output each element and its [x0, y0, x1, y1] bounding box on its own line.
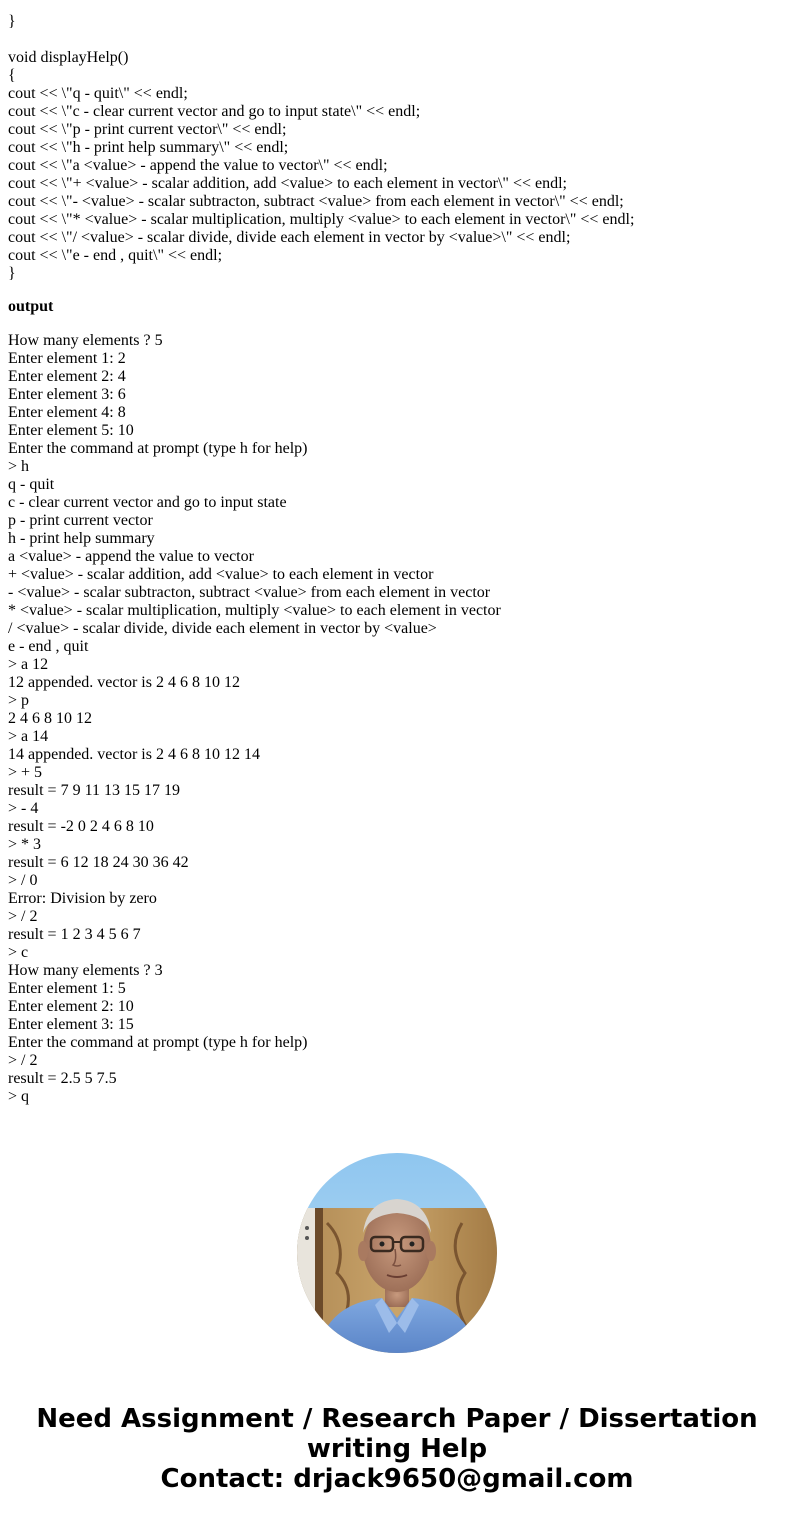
banner-line-3: Contact: drjack9650@gmail.com: [160, 1464, 634, 1494]
output-line: result = 7 9 11 13 15 17 19: [8, 782, 180, 799]
output-line: Enter element 5: 10: [8, 422, 134, 439]
output-line: Enter element 3: 15: [8, 1016, 134, 1033]
output-line: + <value> - scalar addition, add <value> to each element in vector: [8, 566, 434, 583]
output-line: Enter element 4: 8: [8, 404, 126, 421]
output-line: * <value> - scalar multiplication, multiply <value> to each element in vector: [8, 602, 501, 619]
output-line: > a 14: [8, 728, 49, 745]
output-line: Enter element 3: 6: [8, 386, 126, 403]
output-line: > c: [8, 944, 29, 961]
output-line: How many elements ? 3: [8, 962, 163, 979]
output-line: > + 5: [8, 764, 43, 781]
code-line: cout << \"/ <value> - scalar divide, divide each element in vector by <value>\" << endl;: [8, 229, 571, 246]
banner-line-1: Need Assignment / Research Paper / Dissertation: [36, 1404, 758, 1434]
output-line: > - 4: [8, 800, 39, 817]
author-portrait-icon: [297, 1153, 497, 1353]
output-line: result = 1 2 3 4 5 6 7: [8, 926, 141, 943]
output-line: > p: [8, 692, 30, 709]
output-line: e - end , quit: [8, 638, 89, 655]
output-line: > h: [8, 458, 30, 475]
code-line-blank: [8, 31, 788, 49]
code-line: cout << \"q - quit\" << endl;: [8, 85, 188, 102]
code-line: cout << \"- <value> - scalar subtracton, subtract <value> from each element in vector\" << endl;: [8, 193, 624, 210]
code-line: cout << \"p - print current vector\" << endl;: [8, 121, 287, 138]
code-line: cout << \"h - print help summary\" << endl;: [8, 139, 289, 156]
output-line: 14 appended. vector is 2 4 6 8 10 12 14: [8, 746, 260, 763]
banner-line-2: writing Help: [306, 1434, 488, 1464]
output-line: > * 3: [8, 836, 42, 853]
output-line: > / 2: [8, 908, 38, 925]
output-line: Error: Division by zero: [8, 890, 157, 907]
output-line: Enter the command at prompt (type h for help): [8, 440, 308, 457]
output-line: How many elements ? 5: [8, 332, 163, 349]
output-line: - <value> - scalar subtracton, subtract <value> from each element in vector: [8, 584, 491, 601]
output-line: h - print help summary: [8, 530, 155, 547]
code-line: }: [8, 13, 16, 30]
output-line: > a 12: [8, 656, 49, 673]
code-line: cout << \"a <value> - append the value to vector\" << endl;: [8, 157, 388, 174]
output-line: result = 2.5 5 7.5: [8, 1070, 117, 1087]
program-output: [8, 332, 788, 1106]
output-line: Enter element 2: 4: [8, 368, 126, 385]
output-line: Enter element 2: 10: [8, 998, 134, 1015]
output-line: q - quit: [8, 476, 55, 493]
contact-banner: [0, 1404, 794, 1494]
output-line: > / 2: [8, 1052, 38, 1069]
output-line: Enter element 1: 2: [8, 350, 126, 367]
output-line: > q: [8, 1088, 30, 1105]
output-line: Enter element 1: 5: [8, 980, 126, 997]
code-line: cout << \"c - clear current vector and go to input state\" << endl;: [8, 103, 421, 120]
code-line: cout << \"+ <value> - scalar addition, add <value> to each element in vector\" << endl;: [8, 175, 567, 192]
output-line: Enter the command at prompt (type h for help): [8, 1034, 308, 1051]
output-line: 12 appended. vector is 2 4 6 8 10 12: [8, 674, 240, 691]
code-line: {: [8, 67, 16, 84]
output-line: 2 4 6 8 10 12: [8, 710, 92, 727]
output-line: result = -2 0 2 4 6 8 10: [8, 818, 154, 835]
code-line: void displayHelp(): [8, 49, 129, 66]
code-line: }: [8, 265, 16, 282]
code-line: cout << \"e - end , quit\" << endl;: [8, 247, 223, 264]
output-line: > / 0: [8, 872, 38, 889]
code-line: cout << \"* <value> - scalar multiplication, multiply <value> to each element in vector\" << endl;: [8, 211, 635, 228]
output-heading: output: [8, 298, 54, 315]
output-line: c - clear current vector and go to input state: [8, 494, 287, 511]
code-listing: [8, 13, 788, 283]
output-line: p - print current vector: [8, 512, 153, 529]
output-line: a <value> - append the value to vector: [8, 548, 254, 565]
output-line: result = 6 12 18 24 30 36 42: [8, 854, 189, 871]
output-line: / <value> - scalar divide, divide each element in vector by <value>: [8, 620, 437, 637]
